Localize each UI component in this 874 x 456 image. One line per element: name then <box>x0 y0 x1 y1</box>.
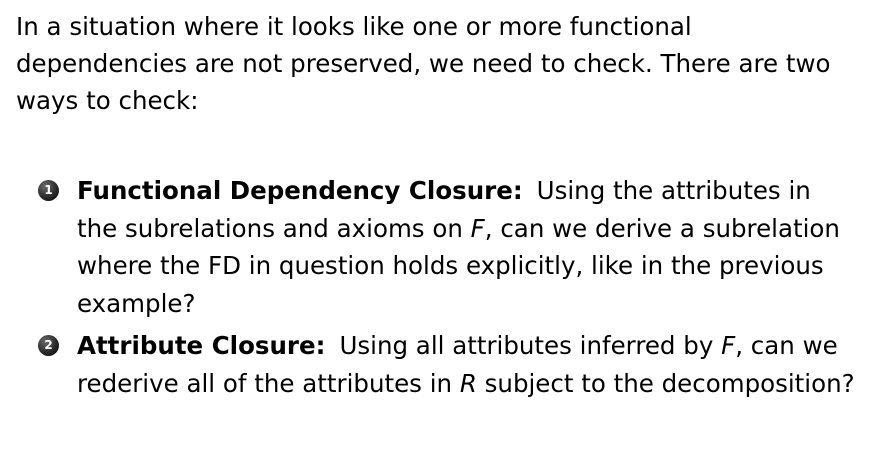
item-text: , can we derive a subrelation where the FD in question holds explicitly, like in the previous example? <box>77 213 840 318</box>
math-variable: F <box>470 213 485 243</box>
enumeration-ball-icon: 1 <box>38 180 59 201</box>
intro-paragraph <box>16 8 856 119</box>
item-text: subject to the decomposition? <box>476 368 855 398</box>
intro-line-2: dependencies are not preserved, we need to check. There are two <box>16 49 831 78</box>
numbered-list <box>0 172 874 402</box>
item-term: Functional Dependency Closure: <box>77 176 523 205</box>
math-variable: R <box>459 368 477 398</box>
item-text: , can we rederive all of the attributes in <box>77 331 838 398</box>
intro-line-3: ways to check: <box>16 86 199 115</box>
intro-line-1: In a situation where it looks like one or more functional <box>16 12 692 41</box>
enumeration-ball-icon: 2 <box>38 335 59 356</box>
item-term: Attribute Closure: <box>77 331 326 360</box>
math-variable: F <box>721 331 736 360</box>
list-item <box>0 327 857 402</box>
item-text: Using the attributes in the subrelations and axioms on <box>77 176 811 243</box>
item-text: Using all attributes inferred by <box>339 331 722 360</box>
list-item <box>0 172 857 322</box>
